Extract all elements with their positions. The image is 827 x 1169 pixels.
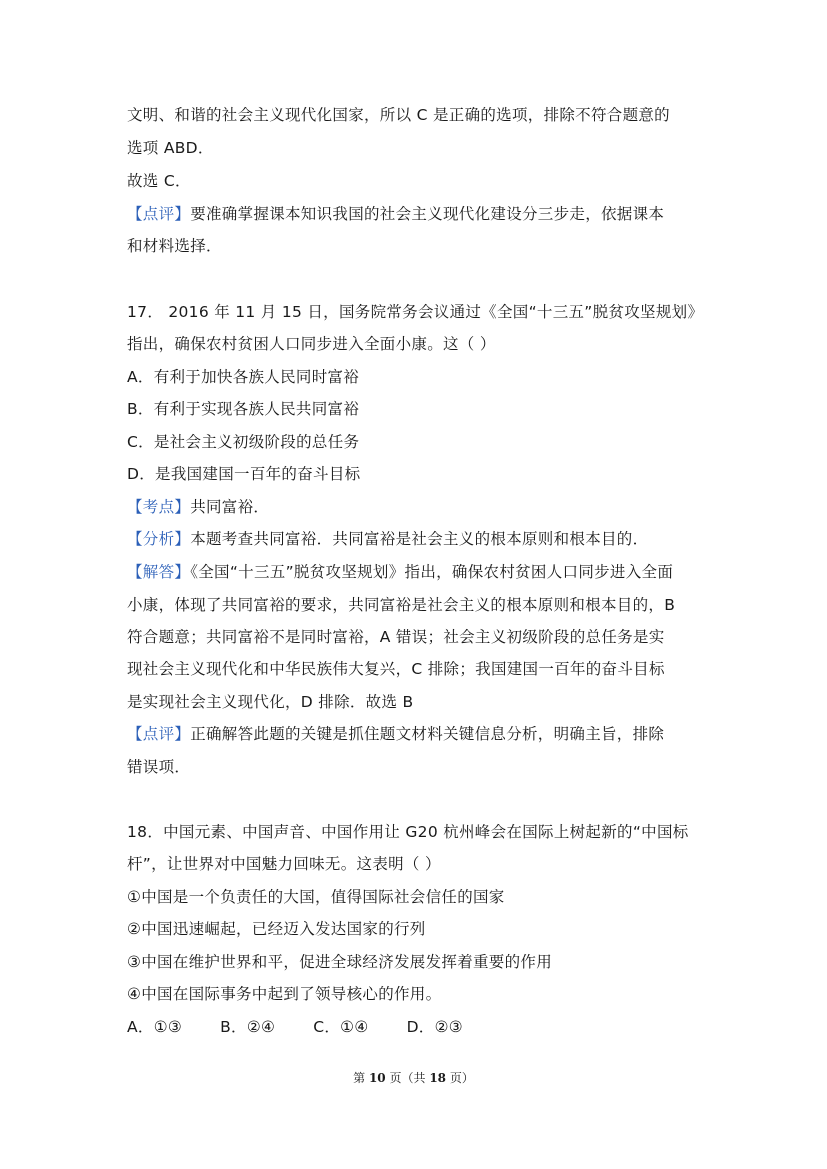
- comment-text: 要准确掌握课本知识我国的社会主义现代化建设分三步走，依据课本: [190, 205, 665, 223]
- q18-item-4: ④中国在国际事务中起到了领导核心的作用。: [127, 985, 442, 1003]
- q18-item-3: ③中国在维护世界和平，促进全球经济发展发挥着重要的作用: [127, 953, 552, 971]
- q17-dianping-line-1: [127, 723, 707, 745]
- q16-comment-line-1: [127, 203, 707, 225]
- q17-stem-line-1: 17． 2016 年 11 月 15 日，国务院常务会议通过《全国“十三五”脱贫攻坚规划》: [127, 303, 704, 321]
- q17-jieda-line-3: 符合题意；共同富裕不是同时富裕，A 错误；社会主义初级阶段的总任务是实: [127, 628, 665, 646]
- q16-answer-line-3: 故选 C．: [127, 172, 191, 190]
- page-footer: [0, 1070, 827, 1086]
- q18-option-a: A．①③: [127, 1018, 183, 1036]
- q17-fenxi: [127, 528, 707, 550]
- page-number: 10: [368, 1071, 386, 1085]
- q17-option-d: D．是我国建国一百年的奋斗目标: [127, 465, 361, 483]
- q18-item-2: ②中国迅速崛起，已经迈入发达国家的行列: [127, 920, 426, 938]
- q17-jieda-line-5: 是实现社会主义现代化，D 排除．故选 B: [127, 693, 414, 711]
- jieda-tag: 【解答】: [127, 563, 191, 581]
- kaodian-text: 共同富裕．: [190, 498, 270, 516]
- q18-stem-line-2: 杆”，让世界对中国魅力回味无。这表明（ ）: [127, 855, 441, 873]
- footer-prefix: 第: [353, 1071, 366, 1085]
- dianping-tag: 【点评】: [127, 725, 191, 743]
- kaodian-tag: 【考点】: [127, 498, 191, 516]
- dianping-text: 正确解答此题的关键是抓住题文材料关键信息分析，明确主旨，排除: [190, 725, 665, 743]
- footer-mid: 页（共: [389, 1071, 426, 1085]
- jieda-text: 《全国“十三五”脱贫攻坚规划》指出，确保农村贫困人口同步进入全面: [190, 563, 674, 581]
- q18-item-1: ①中国是一个负责任的大国，值得国际社会信任的国家: [127, 888, 505, 906]
- q16-comment-line-2: 和材料选择．: [127, 237, 222, 255]
- q17-jieda-line-1: [127, 561, 707, 583]
- q18-option-c: C．①④: [313, 1018, 369, 1036]
- q18-stem-line-1: 18．中国元素、中国声音、中国作用让 G20 杭州峰会在国际上树起新的“中国标: [127, 823, 689, 841]
- q17-dianping-line-2: 错误项．: [127, 758, 191, 776]
- q18-option-d: D．②③: [406, 1018, 463, 1036]
- q16-answer-line-1: 文明、和谐的社会主义现代化国家，所以 C 是正确的选项，排除不符合题意的: [127, 106, 670, 124]
- q18-options: [127, 1016, 707, 1038]
- fenxi-tag: 【分析】: [127, 530, 191, 548]
- total-pages: 18: [429, 1071, 447, 1085]
- q17-kaodian: [127, 496, 707, 518]
- q17-stem-line-2: 指出，确保农村贫困人口同步进入全面小康。这（ ）: [127, 335, 496, 353]
- q17-option-c: C．是社会主义初级阶段的总任务: [127, 433, 360, 451]
- q17-option-b: B．有利于实现各族人民共同富裕: [127, 400, 360, 418]
- q17-jieda-line-2: 小康，体现了共同富裕的要求，共同富裕是社会主义的根本原则和根本目的，B: [127, 596, 676, 614]
- comment-tag: 【点评】: [127, 205, 191, 223]
- q17-jieda-line-4: 现社会主义现代化和中华民族伟大复兴，C 排除；我国建国一百年的奋斗目标: [127, 660, 665, 678]
- q17-option-a: A．有利于加快各族人民同时富裕: [127, 368, 360, 386]
- q16-answer-line-2: 选项 ABD．: [127, 139, 214, 157]
- q18-option-b: B．②④: [220, 1018, 276, 1036]
- footer-suffix: 页）: [449, 1071, 474, 1085]
- fenxi-text: 本题考查共同富裕．共同富裕是社会主义的根本原则和根本目的．: [190, 530, 649, 548]
